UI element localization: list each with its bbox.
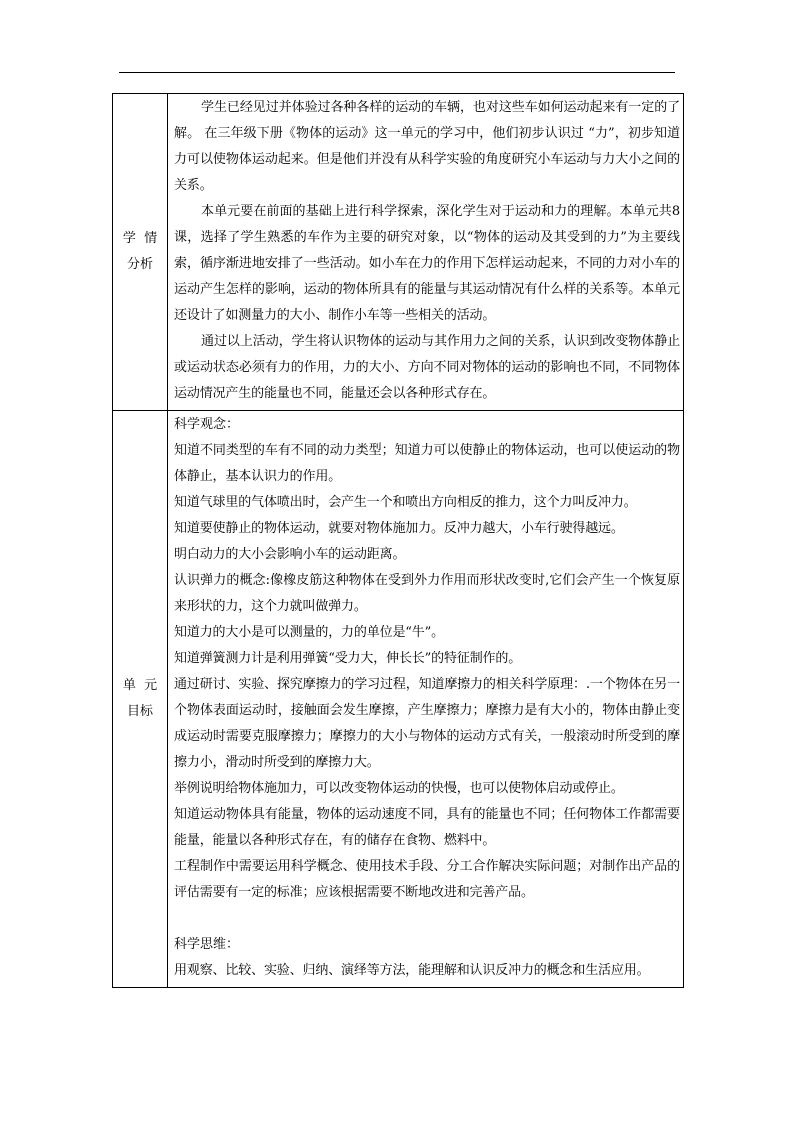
- section-heading: 科学观念：: [174, 417, 240, 432]
- list-item: 知道气球里的气体喷出时，会产生一个和喷出方向相反的推力，这个力叫反冲力。: [174, 495, 637, 510]
- list-item: 明白动力的大小会影响小车的运动距离。: [174, 547, 406, 562]
- list-item: 知道运动物体具有能量，物体的运动速度不同，具有的能量也不同；任何物体工作都需要能量，能量以各种形式存在，有的储存在食物、燃料中。: [174, 807, 680, 848]
- paragraph: 学生已经见过并体验过各种各样的运动的车辆，也对这些车如何运动起来有一定的了解。 在三年级下册《物体的运动》这一单元的学习中，他们初步认识过 “力”，初步知道力可以使物体运动起来。但是他们并没有从科学实验的角度研究小车运动与力大小之间的关系。: [174, 100, 680, 193]
- list-item: 知道不同类型的车有不同的动力类型；知道力可以使静止的物体运动，也可以使运动的物体静止，基本认识力的作用。: [174, 443, 680, 484]
- table-row-analysis: [113, 94, 684, 411]
- row-label-line: 单 元: [122, 678, 158, 693]
- row-label-line: 目标: [126, 704, 153, 719]
- goals-content: [168, 411, 684, 988]
- lesson-plan-table: [112, 93, 684, 988]
- list-item: 工程制作中需要运用科学概念、使用技术手段、分工合作解决实际问题；对制作出产品的评估需要有一定的标准；应该根据需要不断地改进和完善产品。: [174, 859, 680, 900]
- list-item: 用观察、比较、实验、归纳、演绎等方法，能理解和认识反冲力的概念和生活应用。: [174, 963, 650, 978]
- row-label-line: 学 情: [122, 231, 158, 246]
- section-heading: 科学思维：: [174, 937, 240, 952]
- list-item: 知道弹簧测力计是利用弹簧“受力大，伸长长”的特征制作的。: [174, 651, 522, 666]
- row-label-analysis: [113, 94, 168, 411]
- paragraph: 本单元要在前面的基础上进行科学探索，深化学生对于运动和力的理解。本单元共8课，选择了学生熟悉的车作为主要的研究对象，以“物体的运动及其受到的力”为主要线索，循序渐进地安排了一些活动。如小车在力的作用下怎样运动起来，不同的力对小车的运动产生怎样的影响，运动的物体所具有的能量与其运动情况有什么样的关系等。本单元还设计了如测量力的大小、制作小车等一些相关的活动。: [174, 204, 680, 323]
- table-row-goals: [113, 411, 684, 988]
- row-label-goals: [113, 411, 168, 988]
- blank-line: [174, 906, 680, 932]
- header-rule: [119, 72, 675, 73]
- analysis-content: [168, 94, 684, 411]
- list-item: 知道力的大小是可以测量的，力的单位是“牛”。: [174, 625, 444, 640]
- paragraph: 通过以上活动，学生将认识物体的运动与其作用力之间的关系，认识到改变物体静止或运动状态必须有力的作用，力的大小、方向不同对物体的运动的影响也不同，不同物体运动情况产生的能量也不同，能量还会以各种形式存在。: [174, 334, 680, 401]
- list-item: 认识弹力的概念:像橡皮筋这种物体在受到外力作用而形状改变时,它们会产生一个恢复原来形状的力，这个力就叫做弹力。: [174, 573, 680, 614]
- row-label-line: 分析: [126, 257, 153, 272]
- list-item: 知道要使静止的物体运动，就要对物体施加力。反冲力越大，小车行驶得越远。: [174, 521, 624, 536]
- list-item: 举例说明给物体施加力，可以改变物体运动的快慢，也可以使物体启动或停止。: [174, 781, 624, 796]
- list-item: 通过研讨、实验、探究摩擦力的学习过程，知道摩擦力的相关科学原理：.一个物体在另一个物体表面运动时，接触面会发生摩擦，产生摩擦力；摩擦力是有大小的，物体由静止变成运动时需要克服摩擦力；摩擦力的大小与物体的运动方式有关，一般滚动时所受到的摩擦力小，滑动时所受到的摩擦力大。: [174, 677, 680, 770]
